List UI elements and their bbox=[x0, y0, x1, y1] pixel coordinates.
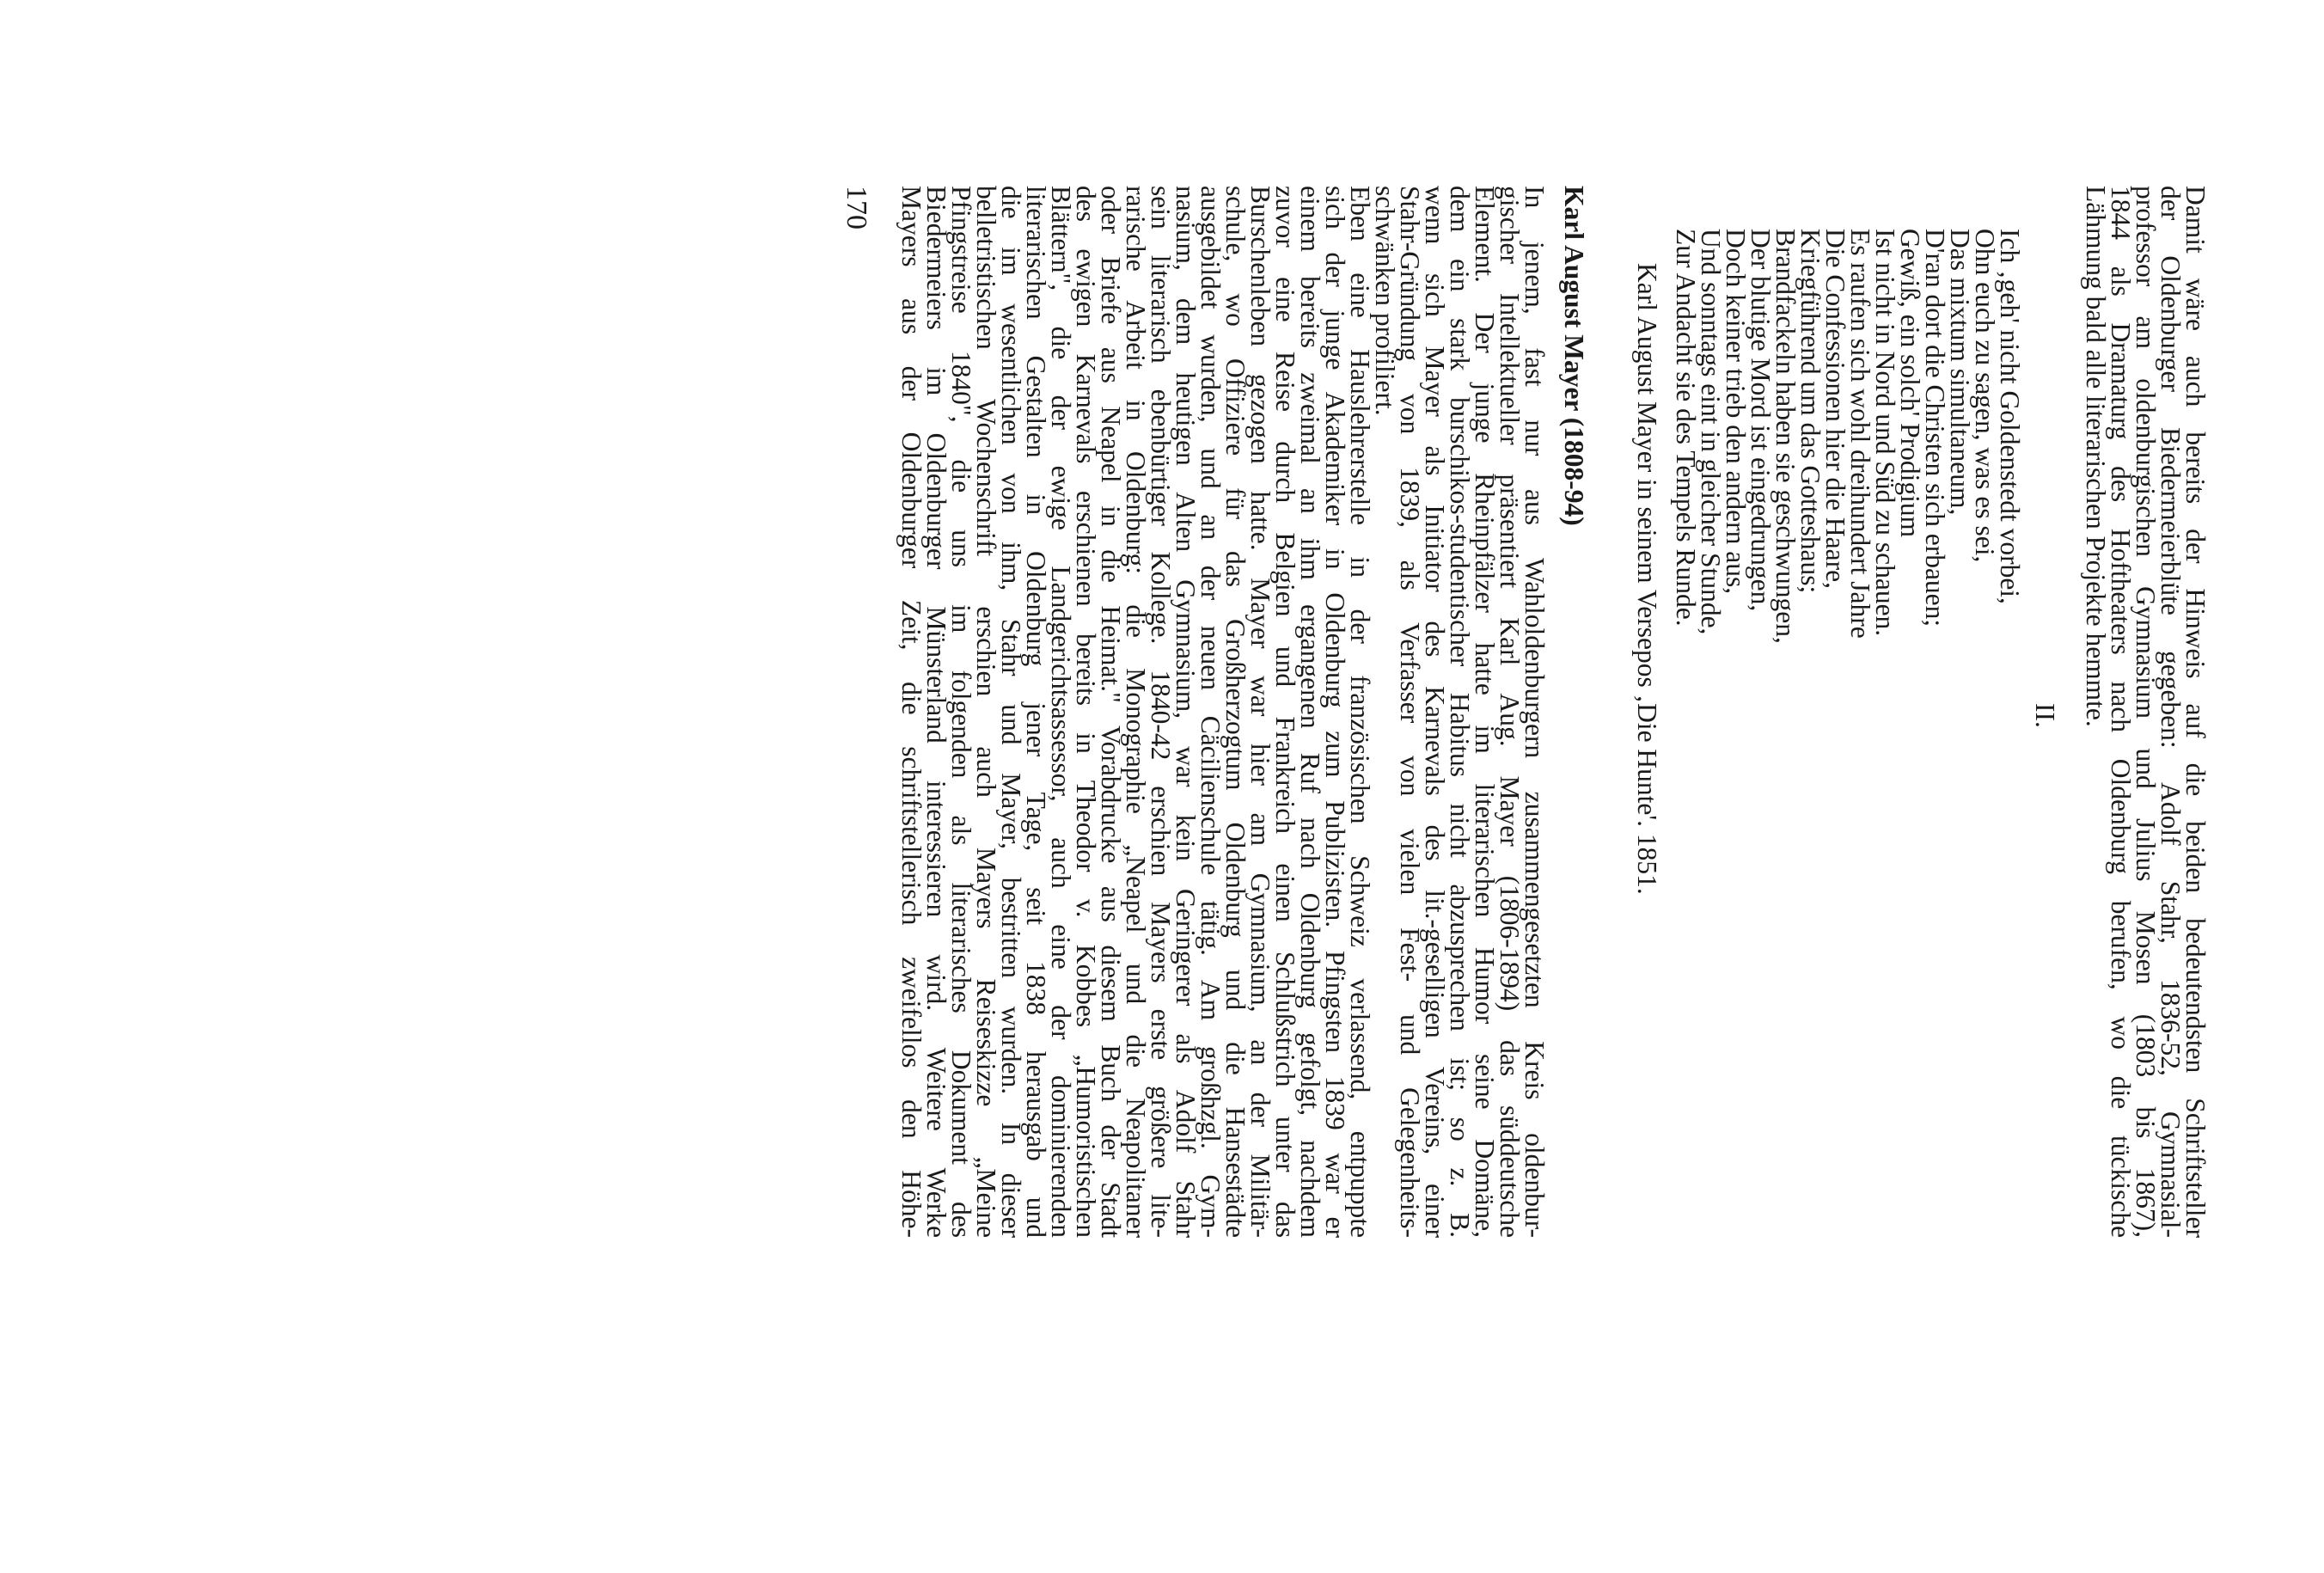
poem-line: Ich ‚geh' nicht Goldenstedt vorbei, bbox=[1995, 229, 2025, 604]
poem-line: Ohn euch zu sagen, was es sei, bbox=[1970, 229, 2000, 563]
body-line: einem bereits zweimal an ihm ergangenen Ruf nach Oldenburg gefolgt, nachdem bbox=[1295, 186, 1325, 1238]
page-number: 170 bbox=[841, 186, 872, 230]
poem-line: Kriegführend um das Gotteshaus; bbox=[1795, 229, 1826, 594]
poem-line: Die Confessionen hier die Haare, bbox=[1820, 229, 1850, 589]
body-line: dem ein stark burschikos-studentischer Habitus nicht abzusprechen ist; so z. B. bbox=[1445, 186, 1475, 1238]
poem-line: Ist nicht in Nord und Süd zu schauen. bbox=[1870, 229, 1900, 637]
body-line: Pfingstreise 1840", die uns im folgenden als literarisches Dokument des bbox=[946, 186, 976, 1238]
body-line: sein literarisch ebenbürtiger Kollege. 1840-42 erschien Mayers erste größere lite- bbox=[1146, 186, 1176, 1238]
body-line: die im wesentlichen von ihm, Stahr und Mayer, bestritten wurden. In dieser bbox=[996, 186, 1026, 1238]
body-line: belletristischen Wochenschrift erschien auch Mayers Reiseskizze „Meine bbox=[971, 186, 1001, 1238]
body-line: ausgebildet wurden, und an der neuen Cäcilienschule tätig. Am großhzgl. Gym- bbox=[1196, 186, 1226, 1238]
poem-line: Gewiß, ein solch' Prodigium bbox=[1895, 229, 1925, 538]
intro-line: 1844 als Dramaturg des Hoftheaters nach Oldenburg berufen, wo die tückische bbox=[2106, 186, 2136, 1238]
poem-line: Brandfackeln haben sie geschwungen, bbox=[1771, 229, 1801, 644]
poem-line: Der blutige Mord ist eingedrungen, bbox=[1746, 229, 1776, 612]
poem-numeral: II. bbox=[2030, 703, 2060, 728]
body-line: literarischen Gestalten in Oldenburg jener Tage, seit 1838 herausgab und bbox=[1021, 186, 1051, 1238]
intro-line: Damit wäre auch bereits der Hinweis auf die beiden bedeutendsten Schriftsteller bbox=[2180, 186, 2211, 1238]
poem-line: Und sonntags eint in gleicher Stunde, bbox=[1696, 229, 1726, 635]
intro-line: Lähmung bald alle literarischen Projekte hemmte. bbox=[2081, 186, 2111, 727]
body-line: des ewigen Karnevals erschienen bereits in Theodor v. Kobbes „Humoristischen bbox=[1071, 186, 1101, 1238]
body-line: Burschenleben gezogen hatte. Mayer war hier am Gymnasium, an der Militär- bbox=[1245, 186, 1275, 1238]
poem-line: Das mixtum simultaneum, bbox=[1945, 229, 1975, 516]
body-line: nasium, dem heutigen Alten Gymnasium, war kein Geringerer als Adolf Stahr bbox=[1171, 186, 1201, 1238]
poem-line: Doch keiner trieb den andern aus, bbox=[1721, 229, 1751, 595]
poem-attribution: Karl August Mayer in seinem Versepos ‚Die Hunte'. 1851. bbox=[1632, 263, 1662, 895]
body-line: Biedermeiers im Oldenburger Münsterland interessieren wird. Weitere Werke bbox=[921, 186, 951, 1238]
body-line: schwänken profiliert. bbox=[1370, 186, 1400, 416]
intro-line: der Oldenburger Biedermeierblüte gegeben: Adolf Stahr, 1836-52, Gymnasial- bbox=[2156, 186, 2186, 1238]
body-line: sich der junge Akademiker in Oldenburg zum Publizisten. Pfingsten 1839 war er bbox=[1320, 186, 1350, 1238]
section-heading: Karl August Mayer (1808-94) bbox=[1559, 186, 1589, 526]
body-line: Blättern", die der ewige Landgerichtsassessor, auch eine der dominierenden bbox=[1046, 186, 1076, 1238]
body-line: oder Briefe aus Neapel in die Heimat." Vorabdrucke aus diesem Buch der Stadt bbox=[1096, 186, 1126, 1238]
poem-line: D'ran dort die Christen sich erbauen; bbox=[1920, 229, 1950, 627]
poem-line: Es raufen sich wohl dreihundert Jahre bbox=[1845, 229, 1875, 639]
body-line: zuvor eine Reise durch Belgien und Frankreich einen Schlußstrich unter das bbox=[1270, 186, 1300, 1238]
body-line: In jenem, fast nur aus Wahloldenburgern zusammengesetzten Kreis oldenbur- bbox=[1520, 186, 1550, 1238]
body-line: Stahr-Gründung von 1839, als Verfasser von vielen Fest- und Gelegenheits- bbox=[1395, 186, 1425, 1238]
body-line: Eben eine Hauslehrerstelle in der französischen Schweiz verlassend, entpuppte bbox=[1345, 186, 1375, 1238]
body-line: Mayers aus der Oldenburger Zeit, die schriftstellerisch zweifellos den Höhe- bbox=[896, 186, 927, 1238]
body-line: Element. Der junge Rheinpfälzer hatte im literarischen Humor seine Domäne, bbox=[1470, 186, 1500, 1238]
intro-line: professor am oldenburgischen Gymnasium und Julius Mosen (1803 bis 1867), bbox=[2131, 186, 2161, 1238]
body-line: wenn sich Mayer als Initiator des Karnevals des lit.-geselligen Vereins, einer bbox=[1420, 186, 1450, 1238]
body-line: schule, wo Offiziere für das Großherzogtum Oldenburg und die Hansestädte bbox=[1220, 186, 1251, 1238]
body-line: rarische Arbeit in Oldenburg: die Monographie „Neapel und die Neapolitaner bbox=[1121, 186, 1151, 1238]
body-line: gischer Intellektueller präsentiert Karl Aug. Mayer (1806-1894) das süddeutsche bbox=[1495, 186, 1525, 1238]
poem-line: Zur Andacht sie des Tempels Runde. bbox=[1671, 229, 1701, 627]
